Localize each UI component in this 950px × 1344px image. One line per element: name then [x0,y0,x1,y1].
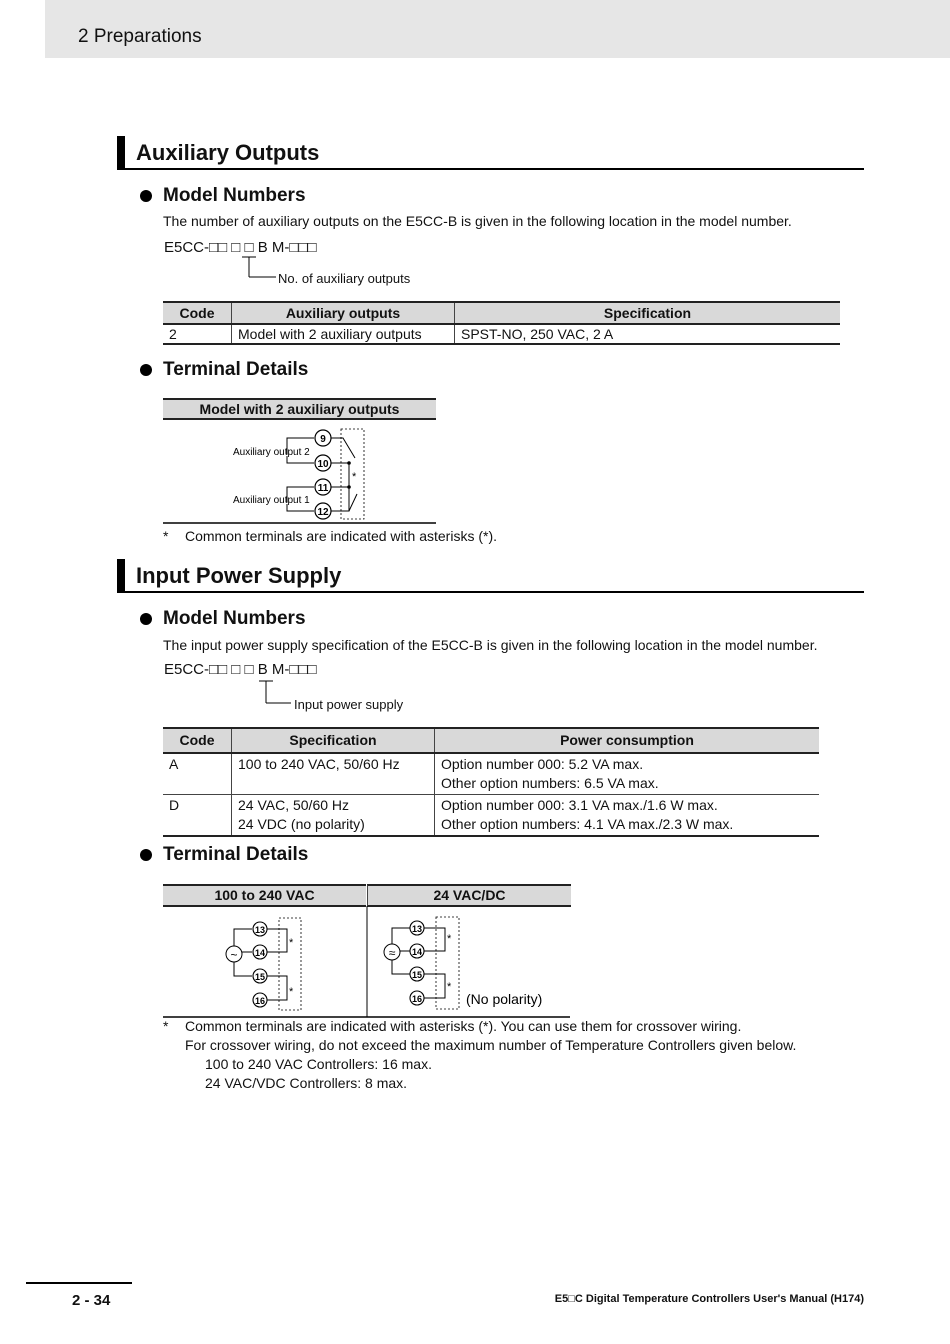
spec-line: 100 to 240 VAC, 50/60 Hz [238,756,400,772]
terminal-number: 13 [411,924,423,934]
table-header: Code [163,728,232,753]
manual-title: E5□C Digital Temperature Controllers User's Manual (H174) [554,1293,864,1305]
terminal-number: 12 [317,507,329,518]
model-pointer-label: No. of auxiliary outputs [278,271,411,286]
terminal-number: 15 [254,972,266,982]
table-header: Auxiliary outputs [232,302,455,324]
model-number-code: E5CC-□□ □ □ B M-□□□ [164,239,317,256]
subsection-title-terminal-details: Terminal Details [163,844,309,865]
subsection-title-terminal-details: Terminal Details [163,359,309,380]
label-auxiliary-output-1: Auxiliary output 1 [233,495,310,506]
terminal-number: 14 [254,948,266,958]
table-row [163,795,819,837]
table-header: Specification [232,728,435,753]
table-cell: 2 [163,324,232,344]
subsection-title-model-numbers: Model Numbers [163,185,306,206]
terminal-number: 9 [320,434,326,445]
asterisk-mark: * [289,986,294,998]
input-power-table [163,727,819,837]
acdc-symbol: ≈ [388,946,396,960]
table-row [163,324,840,344]
ac-symbol: ~ [230,948,238,962]
chapter-heading: 2 Preparations [78,26,202,47]
note-line: Common terminals are indicated with asterisks (*). You can use them for crossover wiring. [185,1018,742,1034]
subsection-title-model-numbers: Model Numbers [163,608,306,629]
terminal-number: 13 [254,925,266,935]
model-number-code: E5CC-□□ □ □ B M-□□□ [164,661,317,678]
section-marker [117,136,125,170]
footer-rule [26,1282,132,1284]
model-intro-text: The number of auxiliary outputs on the E5CC-B is given in the following location in the model number. [163,213,792,229]
power-line: Option number 000: 3.1 VA max./1.6 W max. [441,797,718,813]
section-rule [117,168,864,170]
table-cell [232,753,435,795]
power-line: Other option numbers: 6.5 VA max. [441,775,659,791]
bullet-icon [140,613,152,625]
note-asterisk: * [163,1018,169,1034]
table-header-row [163,302,840,324]
terminal-number: 16 [254,996,266,1006]
auxiliary-outputs-table [163,301,840,345]
bullet-icon [140,190,152,202]
table-cell: SPST-NO, 250 VAC, 2 A [455,324,841,344]
model-intro-text: The input power supply specification of the E5CC-B is given in the following location in the model number. [163,637,818,653]
table-cell [435,795,820,837]
diagram-header-acdc: 24 VAC/DC [367,884,571,907]
note-text: Common terminals are indicated with asterisks (*). [185,528,497,544]
asterisk-mark: * [352,471,357,483]
bullet-icon [140,849,152,861]
note-asterisk: * [163,528,169,544]
section-title-input-power-supply: Input Power Supply [136,563,342,588]
spec-line: 24 VAC, 50/60 Hz [238,797,350,813]
spec-line: 24 VDC (no polarity) [238,816,365,832]
power-line: Other option numbers: 4.1 VA max./2.3 W max. [441,816,734,832]
internal-circuit-box [436,917,459,1009]
table-cell: Model with 2 auxiliary outputs [232,324,455,344]
diagram-header-ac: 100 to 240 VAC [163,884,366,907]
table-cell: A [163,753,232,795]
table-header-row [163,728,819,753]
table-header: Code [163,302,232,324]
terminal-number: 14 [411,947,423,957]
table-row [163,753,819,795]
table-cell: D [163,795,232,837]
diagram-header: Model with 2 auxiliary outputs [163,398,436,420]
table-header: Power consumption [435,728,820,753]
section-title-auxiliary-outputs: Auxiliary Outputs [136,140,320,165]
table-header: Specification [455,302,841,324]
note-line: 100 to 240 VAC Controllers: 16 max. [205,1056,432,1072]
terminal-number: 16 [411,994,423,1004]
section-rule [117,591,864,593]
no-polarity-label: (No polarity) [466,991,543,1007]
terminal-number: 10 [317,459,329,470]
terminal-number: 15 [411,970,423,980]
page-number: 2 - 34 [72,1292,111,1309]
asterisk-mark: * [289,937,294,949]
table-cell [232,795,435,837]
asterisk-mark: * [447,933,452,945]
note-line: 24 VAC/VDC Controllers: 8 max. [205,1075,408,1091]
bullet-icon [140,364,152,376]
auxiliary-terminal-diagram [163,420,436,524]
section-marker [117,559,125,593]
power-terminal-diagram [163,906,573,1018]
label-auxiliary-output-2: Auxiliary output 2 [233,447,310,458]
power-line: Option number 000: 5.2 VA max. [441,756,644,772]
note-line: For crossover wiring, do not exceed the maximum number of Temperature Controllers given below. [185,1037,797,1053]
table-cell [435,753,820,795]
asterisk-mark: * [447,981,452,993]
terminal-number: 11 [317,483,329,494]
model-pointer-label: Input power supply [294,697,404,712]
